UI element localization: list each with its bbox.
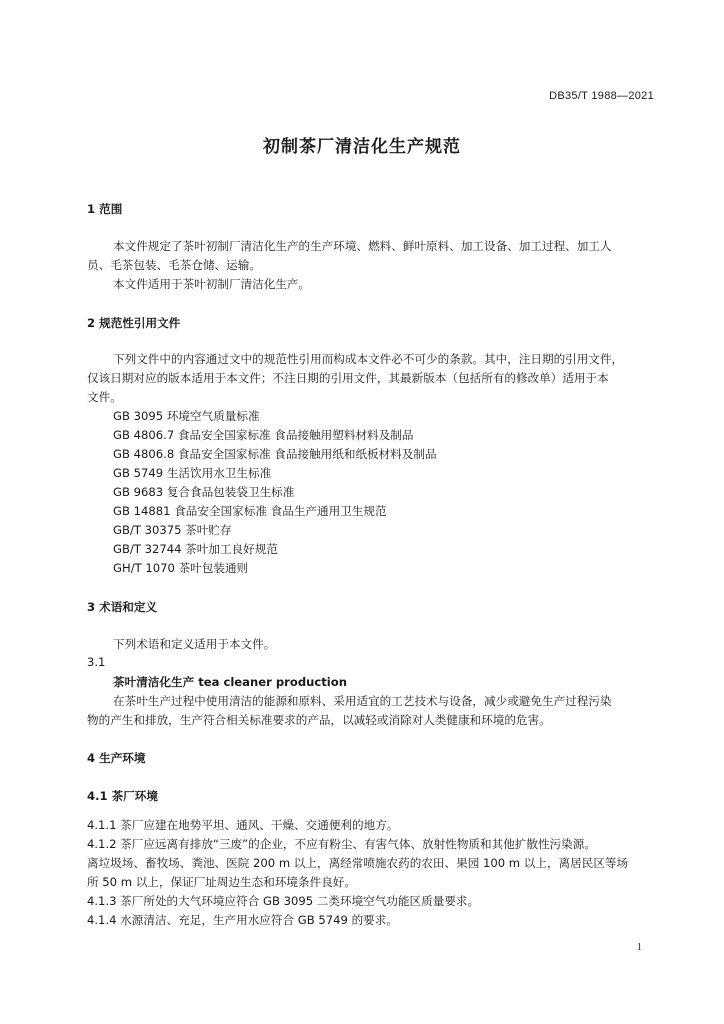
term-definition-line-1: 在茶叶生产过程中使用清洁的能源和原料、采用适宜的工艺技术与设备，减少或避免生产过程污染: [113, 694, 612, 708]
section-2-paragraph-line-2: 仅该日期对应的版本适用于本文件；不注日期的引用文件，其最新版本（包括所有的修改单）适用于本: [87, 371, 609, 385]
section-1-paragraph-2: 本文件适用于茶叶初制厂清洁化生产。: [113, 277, 311, 291]
section-3-heading: 3 术语和定义: [87, 600, 158, 614]
subsection-4-1-heading: 4.1 茶厂环境: [87, 789, 158, 803]
clause-4-1-4: 4.1.4 水源清洁、充足，生产用水应符合 GB 5749 的要求。: [87, 913, 398, 927]
term-number: 3.1: [87, 655, 106, 669]
section-2-paragraph-line-3: 文件。: [87, 390, 122, 404]
clause-4-1-1: 4.1.1 茶厂应建在地势平坦、通风、干燥、交通便利的地方。: [87, 818, 399, 832]
clause-4-1-3: 4.1.3 茶厂所处的大气环境应符合 GB 3095 二类环境空气功能区质量要求。: [87, 894, 480, 908]
term-title: 茶叶清洁化生产 tea cleaner production: [113, 675, 348, 689]
clause-4-1-2-line-1: 4.1.2 茶厂应远离有排放“三废”的企业，不应有粉尘、有害气体、放射性物质和其他扩散性污染源。: [87, 837, 596, 851]
section-1-paragraph-line-2: 员、毛茶包装、毛茶仓储、运输。: [87, 258, 261, 272]
section-2-heading: 2 规范性引用文件: [87, 316, 181, 330]
reference-item: GB 3095 环境空气质量标准: [113, 409, 260, 423]
reference-item: GB 4806.7 食品安全国家标准 食品接触用塑料材料及制品: [113, 428, 414, 442]
reference-item: GB/T 32744 茶叶加工良好规范: [113, 542, 278, 556]
section-2-paragraph-line-1: 下列文件中的内容通过文中的规范性引用而构成本文件必不可少的条款。其中，注日期的引用文件，: [113, 352, 624, 366]
reference-item: GB 9683 复合食品包装袋卫生标准: [113, 485, 295, 499]
reference-item: GH/T 1070 茶叶包装通则: [113, 561, 249, 575]
section-3-paragraph: 下列术语和定义适用于本文件。: [113, 637, 276, 651]
reference-item: GB/T 30375 茶叶贮存: [113, 523, 232, 537]
reference-item: GB 14881 食品安全国家标准 食品生产通用卫生规范: [113, 504, 387, 518]
clause-4-1-2-line-3: 所 50 m 以上，保证厂址周边生态和环境条件良好。: [87, 875, 356, 889]
reference-item: GB 4806.8 食品安全国家标准 食品接触用纸和纸板材料及制品: [113, 447, 437, 461]
section-1-paragraph-line-1: 本文件规定了茶叶初制厂清洁化生产的生产环境、燃料、鲜叶原料、加工设备、加工过程、加工人: [113, 239, 612, 253]
clause-4-1-2-line-2: 离垃圾场、畜牧场、粪池、医院 200 m 以上，离经常喷施农药的农田、果园 100 m 以上，离居民区等场: [87, 856, 629, 870]
reference-item: GB 5749 生活饮用水卫生标准: [113, 466, 272, 480]
standard-code: DB35/T 1988—2021: [549, 90, 654, 102]
term-definition-line-2: 物的产生和排放，生产符合相关标准要求的产品，以减轻或消除对人类健康和环境的危害。: [87, 713, 551, 727]
document-title: 初制茶厂清洁化生产规范: [263, 137, 461, 157]
section-4-heading: 4 生产环境: [87, 751, 146, 765]
page-number: 1: [636, 941, 642, 953]
section-1-heading: 1 范围: [87, 202, 123, 216]
